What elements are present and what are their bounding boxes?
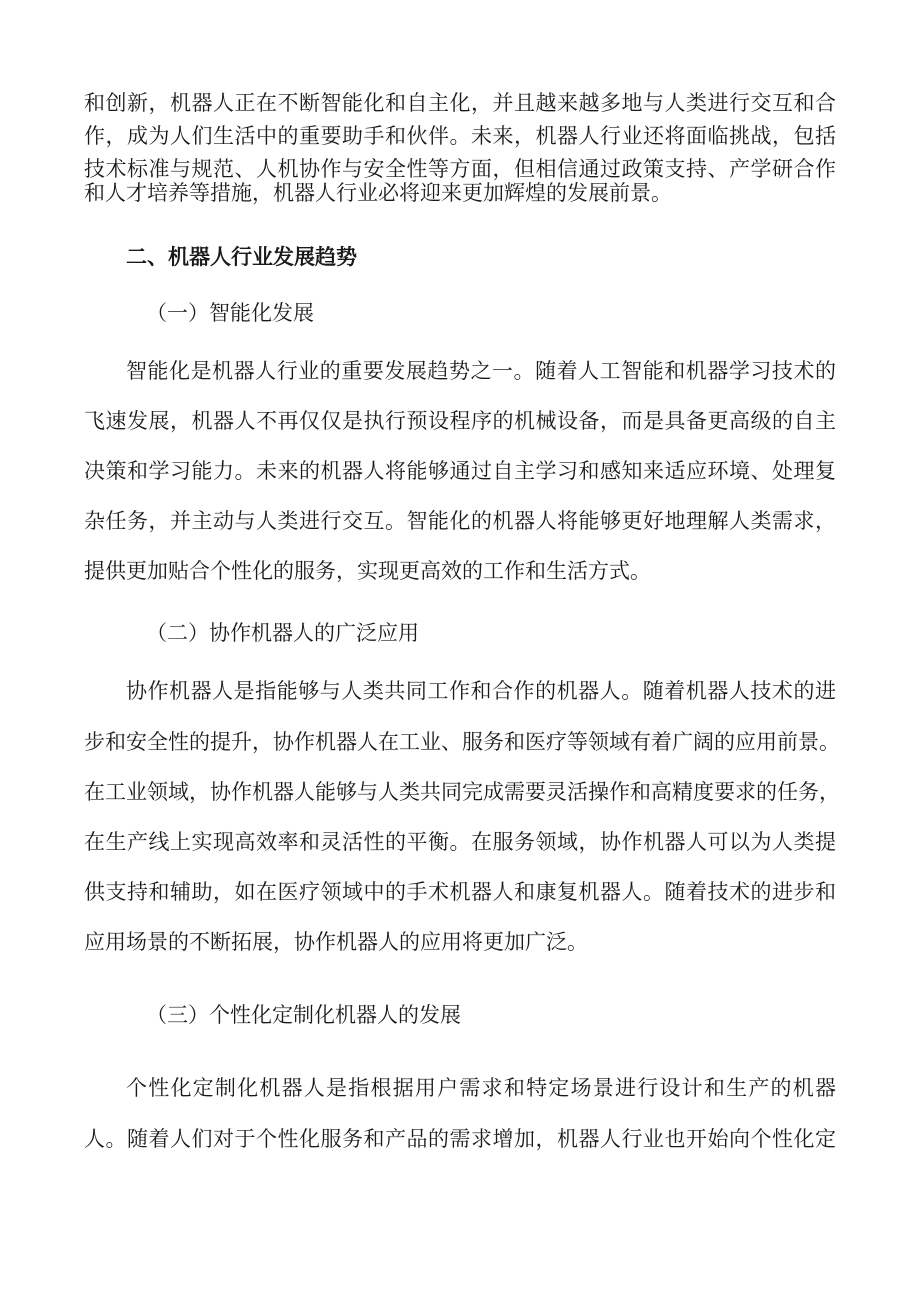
paragraph-line: 在生产线上实现高效率和灵活性的平衡。在服务领域，协作机器人可以为人类提 <box>84 830 836 854</box>
paragraph-line: 提供更加贴合个性化的服务，实现更高效的工作和生活方式。 <box>84 559 651 583</box>
paragraph-line: 步和安全性的提升，协作机器人在工业、服务和医疗等领域有着广阔的应用前景。 <box>84 730 840 754</box>
subsection-title: （三）个性化定制化机器人的发展 <box>146 1003 461 1027</box>
paragraph-line: 人。随着人们对于个性化服务和产品的需求增加，机器人行业也开始向个性化定 <box>84 1127 836 1151</box>
paragraph-line: 协作机器人是指能够与人类共同工作和合作的机器人。随着机器人技术的进 <box>126 679 836 703</box>
section-heading: 二、机器人行业发展趋势 <box>126 244 357 269</box>
paragraph-line: 飞速发展，机器人不再仅仅是执行预设程序的机械设备，而是具备更高级的自主 <box>84 409 836 433</box>
paragraph-line: 智能化是机器人行业的重要发展趋势之一。随着人工智能和机器学习技术的 <box>126 359 836 383</box>
paragraph-line: 作，成为人们生活中的重要助手和伙伴。未来，机器人行业还将面临挑战，包括 <box>84 124 836 148</box>
paragraph-line: 个性化定制化机器人是指根据用户需求和特定场景进行设计和生产的机器 <box>126 1076 836 1100</box>
paragraph-line: 应用场景的不断拓展，协作机器人的应用将更加广泛。 <box>84 930 588 954</box>
paragraph-line: 杂任务，并主动与人类进行交互。智能化的机器人将能够更好地理解人类需求， <box>84 509 836 533</box>
paragraph-line: 和创新，机器人正在不断智能化和自主化，并且越来越多地与人类进行交互和合 <box>84 91 836 115</box>
subsection-title: （二）协作机器人的广泛应用 <box>146 621 419 645</box>
subsection-title: （一）智能化发展 <box>146 301 314 325</box>
paragraph-line: 供支持和辅助，如在医疗领域中的手术机器人和康复机器人。随着技术的进步和 <box>84 880 836 904</box>
paragraph-line: 决策和学习能力。未来的机器人将能够通过自主学习和感知来适应环境、处理复 <box>84 459 836 483</box>
paragraph-line: 在工业领域，协作机器人能够与人类共同完成需要灵活操作和高精度要求的任务， <box>84 780 840 804</box>
paragraph-line: 技术标准与规范、人机协作与安全性等方面，但相信通过政策支持、产学研合作 <box>84 157 836 181</box>
paragraph-line: 和人才培养等措施，机器人行业必将迎来更加辉煌的发展前景。 <box>84 181 672 205</box>
